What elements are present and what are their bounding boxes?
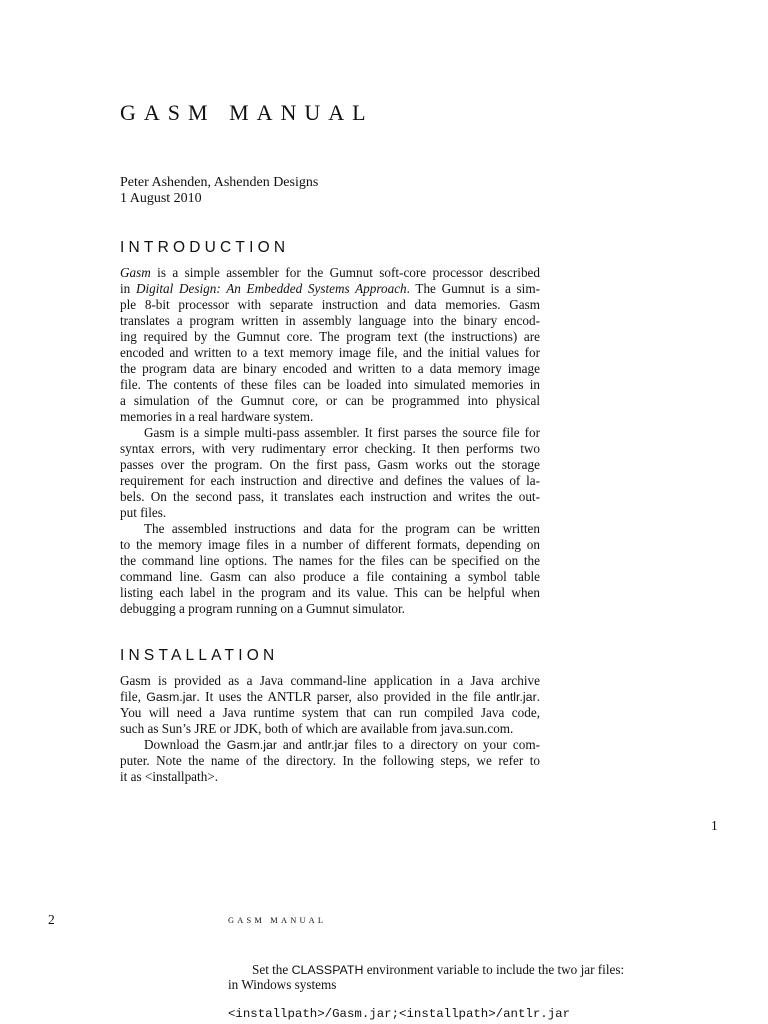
text-line: You will need a Java runtime system that can run compiled Java code, bbox=[120, 705, 540, 720]
book-title: Digital Design: An Embedded Systems Approach bbox=[135, 281, 407, 296]
text-segment: Download the bbox=[144, 737, 227, 752]
filename-gasm-jar: Gasm.jar bbox=[226, 738, 277, 752]
text-line: debugging a program running on a Gumnut simulator. bbox=[120, 601, 405, 616]
text-line: ing required by the Gumnut core. The program text (the instructions) are bbox=[120, 329, 540, 344]
text-segment: and bbox=[276, 737, 308, 752]
text-line: ple 8-bit processor with separate instruction and data memories. Gasm bbox=[120, 297, 540, 312]
introduction-paragraph-2 bbox=[120, 425, 540, 521]
text-line: the command line options. The names for the files can be specified on the bbox=[120, 553, 540, 568]
text-line: translates a program written in assembly language into the binary encod- bbox=[120, 313, 540, 328]
text-line: Gasm is a simple multi-pass assembler. It first parses the source file for bbox=[144, 425, 540, 440]
code-line: <installpath>/Gasm.jar;<installpath>/antlr.jar bbox=[228, 1007, 571, 1021]
gasm-term: Gasm bbox=[120, 265, 151, 280]
document-title: GASM MANUAL bbox=[120, 100, 374, 125]
text-line bbox=[120, 689, 540, 705]
page-number: 2 bbox=[48, 912, 55, 927]
text-segment: file, bbox=[120, 689, 147, 704]
text-line: syntax errors, with very rudimentary error checking. It then performs two bbox=[120, 441, 540, 456]
text-line bbox=[120, 281, 540, 297]
filename-gasm-jar: Gasm.jar bbox=[146, 690, 197, 704]
text-line: bels. On the second pass, it translates each instruction and writes the out- bbox=[120, 489, 540, 504]
text-line: the program data are binary encoded and written to a data memory image bbox=[120, 361, 540, 376]
text-segment: . It uses the ANTLR parser, also provided in the file bbox=[196, 689, 497, 704]
text-line: requirement for each instruction and directive and defines the values of la- bbox=[120, 473, 540, 488]
text-line: in Windows systems bbox=[228, 977, 337, 992]
text-line: put files. bbox=[120, 505, 167, 520]
text-line bbox=[120, 265, 540, 281]
text-line bbox=[252, 962, 624, 978]
text-line: passes over the program. On the first pass, Gasm works out the storage bbox=[120, 457, 540, 472]
installation-paragraph-2 bbox=[120, 737, 540, 785]
text-line bbox=[120, 737, 540, 753]
env-var-classpath: CLASSPATH bbox=[291, 963, 364, 977]
text-segment: Set the bbox=[252, 962, 292, 977]
text-line: a simulation of the Gumnut core, or can be programmed into physical bbox=[120, 393, 540, 408]
text-line: memories in a real hardware system. bbox=[120, 409, 314, 424]
text-line: The assembled instructions and data for the program can be written bbox=[144, 521, 540, 536]
text-line: puter. Note the name of the directory. In the following steps, we refer to bbox=[120, 753, 540, 768]
text-segment: . The Gumnut is a sim- bbox=[406, 281, 540, 296]
text-segment: . bbox=[536, 689, 540, 704]
text-line: such as Sun’s JRE or JDK, both of which are available from java.sun.com. bbox=[120, 721, 514, 736]
introduction-paragraph-1 bbox=[120, 265, 540, 425]
date-line: 1 August 2010 bbox=[120, 191, 202, 206]
filename-antlr-jar: antlr.jar bbox=[496, 690, 537, 704]
text-segment: in bbox=[120, 281, 136, 296]
introduction-heading: INTRODUCTION bbox=[120, 239, 290, 256]
page-number: 1 bbox=[711, 818, 718, 833]
author-line: Peter Ashenden, Ashenden Designs bbox=[120, 175, 319, 190]
text-line: listing each label in the program and its value. This can be helpful when bbox=[120, 585, 540, 600]
installation-paragraph-1 bbox=[120, 673, 540, 737]
filename-antlr-jar: antlr.jar bbox=[307, 738, 349, 752]
text-line: Gasm is provided as a Java command-line application in a Java archive bbox=[120, 673, 540, 688]
installation-heading: INSTALLATION bbox=[120, 647, 279, 664]
running-header: GASM MANUAL bbox=[228, 916, 327, 925]
text-line: it as <installpath>. bbox=[120, 769, 219, 784]
text-line: command line. Gasm can also produce a file containing a symbol table bbox=[120, 569, 540, 584]
text-line: file. The contents of these files can be loaded into simulated memories in bbox=[120, 377, 540, 392]
text-segment: is a simple assembler for the Gumnut soft-core processor described bbox=[150, 265, 540, 280]
text-line: encoded and written to a text memory image file, and the initial values for bbox=[120, 345, 540, 360]
text-segment: environment variable to include the two jar files: bbox=[363, 962, 625, 977]
introduction-paragraph-3 bbox=[120, 521, 540, 617]
text-line: to the memory image files in a number of different formats, depending on bbox=[120, 537, 540, 552]
text-segment: files to a directory on your com- bbox=[348, 737, 540, 752]
